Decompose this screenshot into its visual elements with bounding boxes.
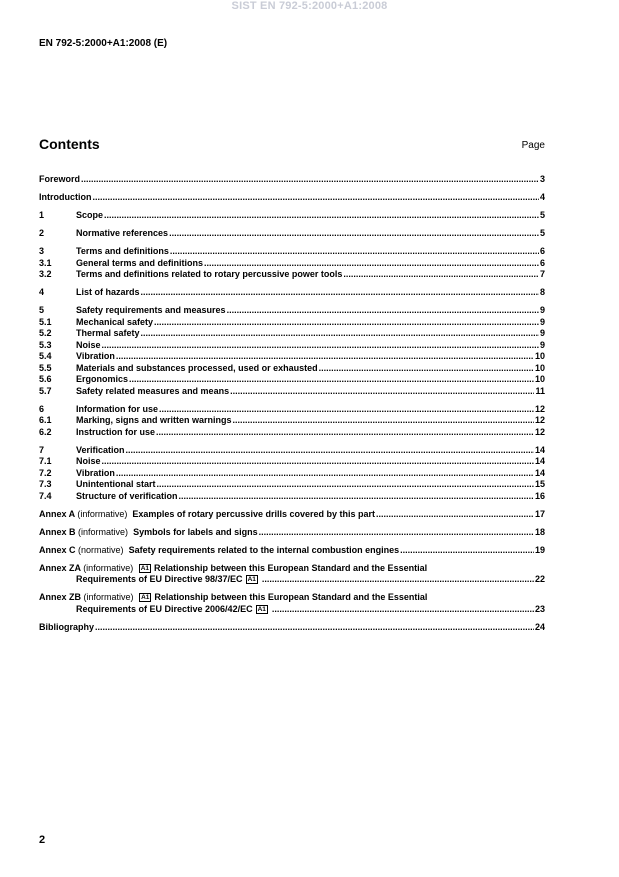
toc-entry[interactable] — [39, 351, 545, 363]
leader-dots — [116, 351, 534, 363]
annex-kind: (informative) — [83, 562, 134, 573]
page-number-ref: 12 — [534, 426, 545, 437]
page-number-ref: 6 — [539, 246, 545, 256]
toc-entry-number: 5.7 — [39, 385, 52, 396]
toc-entry-title: Safety requirements and measures — [76, 305, 226, 315]
toc-entry[interactable] — [39, 445, 545, 457]
page-number-ref: 19 — [534, 544, 545, 555]
toc-entry-title: Vibration — [76, 467, 115, 478]
annex-label: Annex ZA — [39, 562, 81, 573]
toc-entry[interactable] — [39, 228, 545, 240]
toc-entry[interactable] — [39, 468, 545, 480]
toc-entry-title: Information for use — [76, 403, 159, 414]
leader-dots — [81, 174, 539, 186]
toc-entry-title: Vibration — [76, 351, 115, 361]
toc-entry-number: 5.4 — [39, 351, 52, 361]
annex-title: Relationship between this European Standard and the Essential — [154, 592, 428, 602]
toc-entry-annex-za[interactable] — [39, 563, 545, 586]
toc-entry-number: 2 — [39, 228, 45, 238]
toc-entry-title: Ergonomics — [76, 374, 129, 384]
toc-entry[interactable] — [39, 246, 545, 258]
page-number-ref: 5 — [539, 210, 545, 220]
leader-dots — [116, 468, 534, 480]
page-number-ref: 11 — [535, 385, 545, 396]
table-of-contents — [39, 174, 545, 633]
amendment-end-marker: A1 — [257, 605, 266, 613]
page-number-ref: 14 — [534, 456, 545, 466]
page-number-ref: 10 — [534, 362, 545, 373]
toc-entry-number: 3 — [39, 246, 45, 256]
page-number-ref: 10 — [534, 351, 545, 361]
toc-entry-number: 6 — [39, 403, 45, 414]
annex-title-cont: Requirements of EU Directive 2006/42/EC — [76, 603, 253, 614]
page-number-ref: 5 — [539, 228, 545, 238]
leader-dots — [272, 604, 534, 616]
toc-entry[interactable] — [39, 192, 545, 204]
page-number-ref: 9 — [539, 328, 545, 338]
leader-dots — [141, 328, 539, 340]
leader-dots — [104, 210, 539, 222]
page-number-ref: 18 — [534, 526, 545, 537]
toc-entry-bibliography[interactable] — [39, 622, 545, 634]
toc-entry-title: General terms and definitions — [76, 257, 204, 268]
annex-label: Annex C — [39, 544, 76, 555]
toc-entry[interactable] — [39, 427, 545, 439]
toc-entry[interactable] — [39, 491, 545, 503]
toc-entry[interactable] — [39, 456, 545, 468]
page-number-ref: 4 — [539, 192, 545, 202]
toc-entry-number: 5.3 — [39, 339, 52, 350]
toc-entry[interactable] — [39, 210, 545, 222]
toc-entry[interactable] — [39, 415, 545, 427]
toc-entry[interactable] — [39, 269, 545, 281]
toc-entry[interactable] — [39, 374, 545, 386]
toc-main-entries — [39, 174, 545, 502]
toc-entry-number: 7 — [39, 444, 45, 455]
toc-entry-title: Terms and definitions — [76, 246, 169, 256]
toc-entry-title: Terms and definitions related to rotary percussive power tools — [76, 269, 343, 279]
page-number-ref: 17 — [534, 508, 545, 519]
toc-entry-annex-c[interactable] — [39, 545, 545, 557]
leader-dots — [400, 545, 534, 557]
toc-entry-title: Materials and substances processed, used or exhausted — [76, 362, 318, 373]
leader-dots — [95, 622, 534, 634]
toc-entry[interactable] — [39, 258, 545, 270]
toc-entry-number: 1 — [39, 210, 45, 220]
annex-title: Examples of rotary percussive drills covered by this part — [132, 508, 375, 519]
toc-entry-number: 6.2 — [39, 426, 52, 437]
amendment-end-marker: A1 — [247, 576, 256, 583]
toc-entry[interactable] — [39, 317, 545, 329]
toc-entry[interactable] — [39, 340, 545, 352]
toc-entry-title: Mechanical safety — [76, 316, 154, 327]
page-number-ref: 24 — [534, 621, 545, 632]
document-id: EN 792-5:2000+A1:2008 (E) — [39, 38, 168, 49]
toc-entry-title: Verification — [76, 444, 125, 455]
page-number-ref: 12 — [534, 415, 545, 425]
leader-dots — [230, 386, 534, 398]
leader-dots — [154, 317, 539, 329]
page-number-ref: 8 — [539, 287, 545, 297]
toc-entry-annex-b[interactable] — [39, 527, 545, 539]
leader-dots — [259, 527, 534, 539]
amendment-start-marker: A1 — [141, 594, 150, 601]
leader-dots — [376, 509, 534, 521]
annex-kind: (informative) — [78, 526, 129, 537]
annex-title: Symbols for labels and signs — [133, 526, 258, 537]
leader-dots — [141, 287, 539, 299]
page-number-ref: 3 — [539, 174, 545, 184]
page-number-ref: 15 — [534, 479, 545, 489]
toc-entry[interactable] — [39, 287, 545, 299]
toc-entry[interactable] — [39, 404, 545, 416]
toc-entry-number: 5.6 — [39, 374, 52, 384]
leader-dots — [159, 404, 534, 416]
toc-entry-title: Foreword — [39, 174, 81, 184]
annex-kind: (informative) — [77, 508, 128, 519]
page-number-ref: 23 — [534, 603, 545, 614]
page-number-ref: 7 — [539, 269, 545, 279]
annex-title-cont: Requirements of EU Directive 98/37/EC — [76, 574, 243, 584]
amendment-start-marker: A1 — [140, 564, 150, 572]
toc-entry-number: 7.2 — [39, 467, 52, 478]
leader-dots — [204, 258, 539, 270]
toc-entry-number: 3.1 — [39, 257, 52, 268]
toc-entry-title: Instruction for use — [76, 426, 156, 437]
contents-heading: Contents — [39, 136, 100, 152]
leader-dots — [129, 374, 534, 386]
page-number-ref: 10 — [534, 374, 545, 384]
toc-entry-number: 7.4 — [39, 490, 52, 501]
leader-dots — [319, 363, 534, 375]
toc-entry[interactable] — [39, 305, 545, 317]
leader-dots — [126, 445, 534, 457]
leader-dots — [93, 192, 539, 204]
leader-dots — [156, 427, 534, 439]
page-number-ref: 22 — [534, 574, 545, 584]
toc-entry[interactable] — [39, 479, 545, 491]
annex-title: Relationship between this European Standard and the Essential — [154, 562, 428, 573]
page-number-ref: 12 — [534, 403, 545, 414]
toc-entry[interactable] — [39, 174, 545, 186]
page-number-ref: 16 — [534, 490, 545, 501]
annex-title: Safety requirements related to the internal combustion engines — [128, 544, 400, 555]
toc-entry-number: 5 — [39, 305, 45, 315]
toc-entry-number: 7.3 — [39, 479, 52, 489]
toc-entry-title: Noise — [76, 339, 101, 350]
annex-kind: (informative) — [83, 592, 134, 602]
page-number-ref: 9 — [539, 339, 545, 350]
annex-label: Annex B — [39, 526, 76, 537]
leader-dots — [170, 246, 539, 258]
toc-entry[interactable] — [39, 363, 545, 375]
toc-entry-number: 5.5 — [39, 362, 52, 373]
page-number: 2 — [39, 834, 46, 846]
toc-entry-annex-a[interactable] — [39, 509, 545, 521]
toc-entry-title: Safety related measures and means — [76, 385, 230, 396]
page-number-ref: 9 — [539, 305, 545, 315]
toc-entry-number: 5.2 — [39, 328, 52, 338]
toc-entry-number: 3.2 — [39, 269, 52, 279]
toc-entry-title: Marking, signs and written warnings — [76, 415, 232, 425]
toc-entry-title: Bibliography — [39, 621, 95, 632]
toc-entry-number: 4 — [39, 287, 45, 297]
page-number-ref: 14 — [534, 444, 545, 455]
leader-dots — [102, 340, 539, 352]
watermark: SIST EN 792-5:2000+A1:2008 — [231, 0, 388, 12]
toc-entry-number: 7.1 — [39, 456, 52, 466]
leader-dots — [262, 574, 534, 586]
toc-entry-title: Introduction — [39, 192, 92, 202]
toc-entry[interactable] — [39, 386, 545, 398]
toc-entry-title: Structure of verification — [76, 490, 178, 501]
page-number-ref: 9 — [539, 316, 545, 327]
annex-label: Annex A — [39, 508, 75, 519]
leader-dots — [179, 491, 534, 503]
toc-entry-number: 6.1 — [39, 415, 52, 425]
toc-entry-title: Scope — [76, 210, 104, 220]
leader-dots — [102, 456, 534, 468]
leader-dots — [343, 269, 539, 281]
toc-entry[interactable] — [39, 328, 545, 340]
page-column-label: Page — [521, 140, 545, 151]
page-number-ref: 14 — [534, 467, 545, 478]
leader-dots — [227, 305, 539, 317]
toc-entry-title: Thermal safety — [76, 328, 140, 338]
annex-kind: (normative) — [78, 544, 124, 555]
leader-dots — [233, 415, 534, 427]
toc-entry-title: Noise — [76, 456, 101, 466]
toc-entry-annex-zb[interactable] — [39, 592, 545, 615]
page-number-ref: 6 — [539, 257, 545, 268]
leader-dots — [157, 479, 534, 491]
leader-dots — [169, 228, 539, 240]
toc-entry-title: Unintentional start — [76, 479, 156, 489]
annex-label: Annex ZB — [39, 592, 82, 602]
toc-entry-number: 5.1 — [39, 316, 52, 327]
toc-entry-title: Normative references — [76, 228, 169, 238]
toc-entry-title: List of hazards — [76, 287, 140, 297]
